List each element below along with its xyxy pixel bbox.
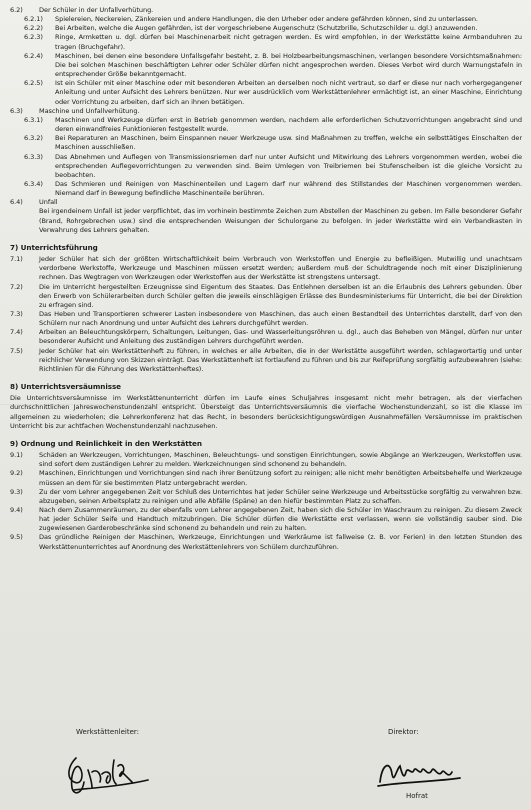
item-text: Das Abnehmen und Auflegen von Transmissionsriemen darf nur unter Aufsicht und Mitwirkung des Lehrers vorgenommen werden, wobei die entsprechenden Auflegevorrichtungen zu verwenden sind. Beim Umlegen von Treibriemen bei Stufenscheiben ist die gleiche Vorsicht zu beobachten. [55, 152, 522, 179]
item-number: 7.1) [10, 255, 23, 264]
list-item [10, 116, 522, 134]
section-9-items [10, 451, 522, 552]
list-item [10, 6, 522, 15]
section-8-heading: 8) Unterrichtsversäumnisse [10, 382, 121, 392]
item-text: Ist ein Schüler mit einer Maschine oder mit besonderen Arbeiten an derselben noch nicht vertraut, so darf er diese nur nach vorhergegangener Anleitung und unter Aufsicht des Lehrers benützen. Nur wer ausdrücklich vom Werkstättenlehrer ermächtigt ist, an einer Maschine, Einrichtung oder Vorrichtung zu arbeiten, darf sich an ihnen betätigen. [55, 79, 522, 106]
item-text: Maschinen und Werkzeuge dürfen erst in Betrieb genommen werden, nachdem alle erforderlichen Schutzvorrichtungen angebracht sind und deren einwandfreies Funktionieren festgestellt wurde. [55, 115, 522, 134]
item-text: Maschine und Unfallverhütung. [39, 106, 140, 115]
workshop-head-signature [62, 752, 158, 798]
item-text: Das gründliche Reinigen der Maschinen, Werkzeuge, Einrichtungen und Werkräume ist fallweise (z. B. vor Ferien) in den letzten Stunden des Werkstättenunterrichtes auf Anordnung des Werkstättenlehrers von Schülern durchzuführen. [39, 533, 522, 551]
item-number: 6.2.4) [24, 51, 43, 60]
list-item [10, 255, 522, 282]
list-item [10, 347, 522, 374]
workshop-head-label: Werkstättenleiter: [76, 728, 140, 736]
item-number: 7.5) [10, 346, 23, 355]
director-signature-block [388, 728, 419, 736]
item-number: 6.3.4) [24, 179, 43, 188]
section-8-paragraph: Die Unterrichtsversäumnisse im Werkstättenunterricht dürfen im Laufe eines Schuljahres insgesamt nicht mehr betragen, als der vierfachen durchschnittlichen Jahreswochenstundenzahl entspricht. Übersteigt das Unterrichtsversäumnis die vierfache Wochenstundenzahl, so ist die Klasse im allgemeinen zu wiederholen; die Lehrerkonferenz hat das Recht, in besonders berücksichtigungswürdigen Ausnahmefällen Versäumnisse im praktischen Unterricht bis zur achtfachen Wochenstundenzahl nachzusehen. [10, 394, 522, 430]
list-item [10, 180, 522, 198]
list-item [10, 328, 522, 346]
list-item [10, 506, 522, 533]
list-item [10, 79, 522, 106]
item-text: Die im Unterricht hergestellten Erzeugnisse sind Eigentum des Staates. Das Entlehnen derselben ist an die Erlaubnis des Lehrers gebunden. Über den Erwerb von Schülerarbeiten durch Schüler gelten die jeweils einschlägigen Erlässe des Bundesministeriums für Unterricht, die bei der Direktion zu erfragen sind. [39, 282, 522, 309]
item-text: Das Heben und Transportieren schwerer Lasten insbesondere von Maschinen, das auch einen Bestandteil des Unterrichtes darstellt, darf von den Schülern nur nach Anordnung und unter Aufsicht des Lehrers durchgeführt werden. [39, 310, 522, 328]
item-text: Bei Arbeiten, welche die Augen gefährden, ist der vorgeschriebene Augenschutz (Schutzbrille, Schutzschilder u. dgl.) anzuwenden. [55, 24, 478, 33]
list-item [10, 451, 522, 469]
list-item [10, 207, 522, 234]
list-item [10, 198, 522, 207]
item-number: 7.3) [10, 310, 23, 318]
item-number: 6.3) [10, 106, 23, 115]
section-9-heading: 9) Ordnung und Reinlichkeit in den Werkstätten [10, 438, 202, 448]
item-text: Bei Reparaturen an Maschinen, beim Einspannen neuer Werkzeuge usw. sind Maßnahmen zu treffen, welche ein selbsttätiges Einschalten der Maschinen ausschließen. [55, 134, 522, 152]
list-item [10, 52, 522, 79]
item-text: Nach dem Zusammenräumen, zu der ebenfalls vom Lehrer angegebenen Zeit, haben sich die Schüler im Waschraum zu reinigen. Zu diesem Zweck hat jeder Schüler Seife und Handtuch mitzubringen. Die Schüler dürfen die Werkstätte erst verlassen, wenn sie vollständig sauber sind. Die zugewiesenen Garderobeschränke sind schonend zu behandeln und rein zu halten. [39, 505, 522, 533]
item-number: 6.3.1) [24, 115, 43, 124]
section-7-heading: 7) Unterrichtsführung [10, 242, 98, 252]
director-signature [372, 752, 464, 792]
item-number: 9.1) [10, 451, 23, 460]
item-text: Zu der vom Lehrer angegebenen Zeit vor Schluß des Unterrichtes hat jeder Schüler seine Werkzeuge und Arbeitsstücke sorgfältig zu verwahren bzw. abzugeben, seinen Arbeitsplatz zu reinigen und alle Abfälle (Späne) an den hiefür bestimmten Platz zu schaffen. [39, 487, 522, 505]
workshop-head-signature-block [76, 728, 139, 736]
director-title: Hofrat [406, 792, 428, 800]
item-text: Schäden an Werkzeugen, Vorrichtungen, Maschinen, Beleuchtungs- und sonstigen Einrichtungen, sowie Abgänge an Werkzeugen, Werkstoffen usw. sind sofort dem zuständigen Lehrer zu melden. Werkzeichnungen sind schonend zu behandeln. [39, 451, 522, 469]
list-item [10, 153, 522, 180]
item-text: Unfall [39, 198, 58, 207]
director-label: Direktor: [388, 728, 419, 736]
item-number: 9.5) [10, 533, 23, 542]
item-number: 6.2.2) [24, 24, 43, 33]
item-text: Der Schüler in der Unfallverhütung. [39, 6, 154, 14]
item-text: Ringe, Armketten u. dgl. dürfen bei Maschinenarbeit nicht getragen werden. Es wird empfohlen, in der Werkstätte keine Armbanduhren zu tragen (Bruchgefahr). [55, 33, 522, 51]
item-text: Maschinen, Einrichtungen und Vorrichtungen sind nach ihrer Benützung sofort zu reinigen; alle nicht mehr benötigten Arbeitsbehelfe und Werkzeuge müssen an dem für sie bestimmten Platz untergebracht werden. [39, 469, 522, 487]
item-text: Das Schmieren und Reinigen von Maschinenteilen und Lagern darf nur während des Stillstandes der Maschinen vorgenommen werden. Niemand darf in Bewegung befindliche Maschinenteile berühren. [55, 179, 522, 198]
item-number: 6.2.1) [24, 15, 43, 24]
item-number: 9.4) [10, 505, 23, 514]
item-text: Spielereien, Neckereien, Zänkereien und andere Handlungen, die den Urheber oder andere gefährden können, sind zu unterlassen. [55, 15, 478, 24]
item-text: Jeder Schüler hat ein Werkstättenheft zu führen, in welches er alle Arbeiten, die in der Werkstätte ausgeführt werden, schlagwortartig und unter reichlicher Verwendung von Skizzen einträgt. Das Werkstättenheft ist fortlaufend zu führen und bis zur Reifeprüfung sorgfältig aufzubewahren (siehe: Richtlinien für die Führung des Werkstättenheftes). [39, 346, 522, 373]
list-item [10, 469, 522, 487]
item-number: 6.3.3) [24, 152, 43, 161]
item-number: 7.4) [10, 328, 23, 337]
item-number: 6.4) [10, 198, 23, 207]
list-item [10, 15, 522, 24]
list-item [10, 134, 522, 152]
list-item [10, 33, 522, 51]
list-item [10, 533, 522, 551]
item-number [10, 207, 39, 234]
list-item [10, 488, 522, 506]
item-number: 9.2) [10, 469, 23, 478]
item-number: 6.2.5) [24, 79, 43, 88]
item-text: Maschinen, bei denen eine besondere Unfallsgefahr besteht, z. B. bei Holzbearbeitungsmaschinen, verlangen besondere Vorsichtsmaßnahmen: Die bei solchen Maschinen beschäftigten Lehrer oder Schüler dürfen nicht angesprochen werden. Dieses Verbot wird durch Warnungstafeln in entsprechender Größe bekanntgemacht. [55, 51, 522, 79]
section-7-items [10, 255, 522, 374]
list-item [10, 24, 522, 33]
item-text: Jeder Schüler hat sich der größten Wirtschaftlichkeit beim Verbrauch von Werkstoffen und Energie zu befleißigen. Mutwillig und unachtsam verdorbene Werkstoffe, Werkzeuge und Maschinen müssen ersetzt werden; außerdem muß der Schuldtragende noch mit einer Disziplinierung rechnen. Das Wegtragen von Werkzeugen oder Werkstoffen aus der Werkstätte ist strengstens untersagt. [39, 255, 522, 282]
item-text: Bei irgendeinem Unfall ist jeder verpflichtet, das im vorhinein bestimmte Zeichen zum Abstellen der Maschinen zu geben. Im Falle besonderer Gefahr (Brand, Rohrgebrechen usw.) sind die entsprechenden Weisungen der Schulorgane zu befolgen. In jeder Werkstätte wird ein Verbandkasten in Verwahrung des Lehrers gehalten. [39, 207, 522, 234]
item-number: 6.2.3) [24, 33, 43, 42]
item-number: 6.3.2) [24, 134, 43, 143]
list-item [10, 310, 522, 328]
section-6-unfallverhuetung [10, 6, 522, 235]
item-number: 9.3) [10, 487, 23, 496]
item-number: 7.2) [10, 282, 23, 291]
item-number: 6.2) [10, 6, 23, 14]
document-body [10, 6, 522, 552]
list-item [10, 107, 522, 116]
list-item [10, 283, 522, 310]
item-text: Arbeiten an Beleuchtungskörpern, Schaltungen, Leitungen, Gas- und Wasserleitungsröhren u. dgl., auch das Beheben von Mängel, dürfen nur unter besonderer Aufsicht und Anleitung des zuständigen Lehrers durchgeführt werden. [39, 328, 522, 346]
